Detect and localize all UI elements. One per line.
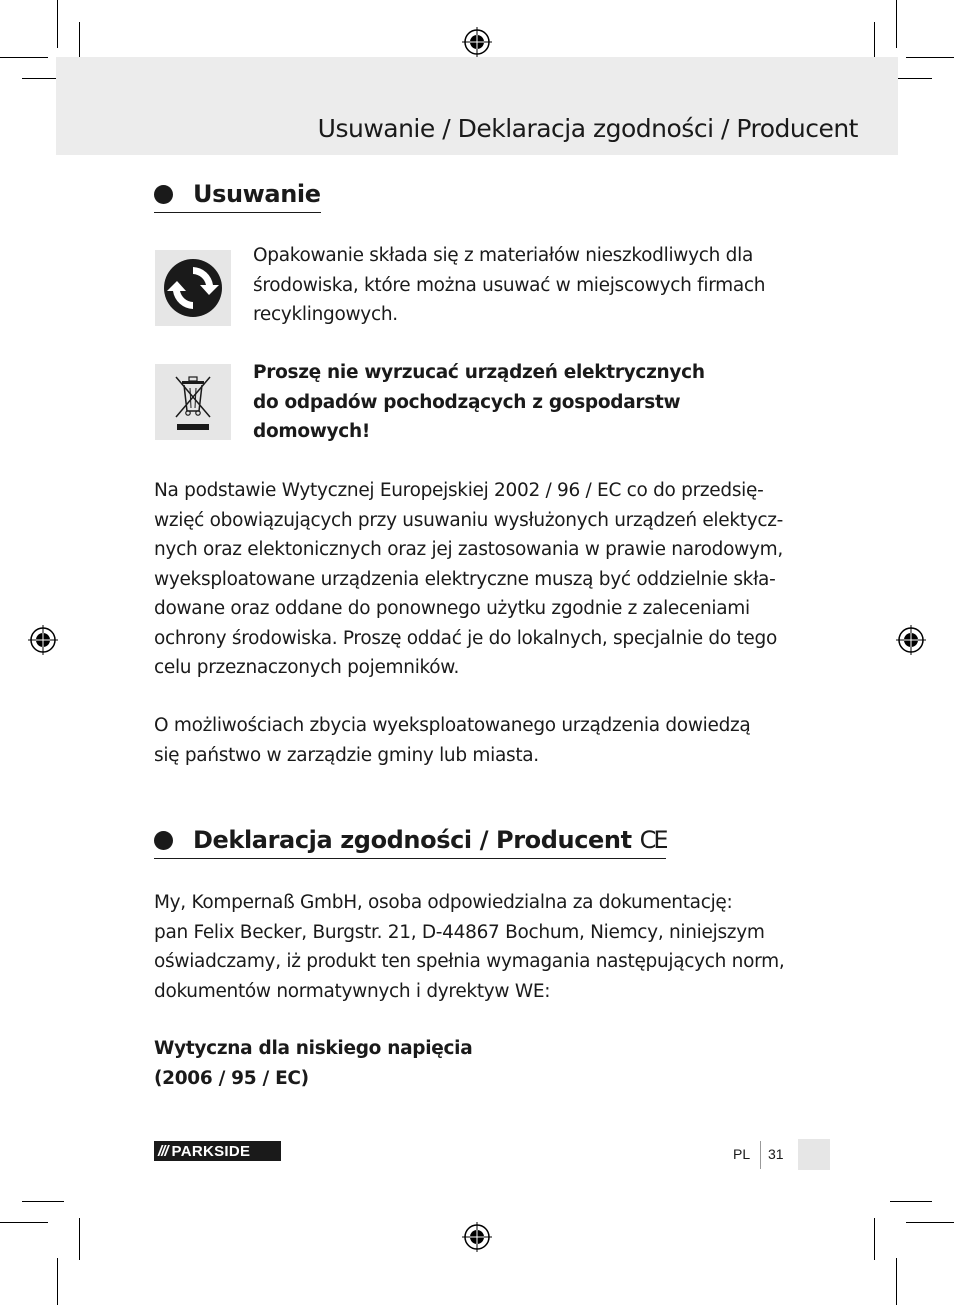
crop-mark xyxy=(57,0,58,48)
crop-mark xyxy=(896,0,897,48)
crop-mark xyxy=(57,1258,58,1305)
crop-mark xyxy=(874,1218,875,1260)
crop-mark xyxy=(890,1201,932,1202)
ce-mark-icon: CE xyxy=(639,826,666,854)
bullet-icon xyxy=(154,185,173,204)
warning-text: Proszę nie wyrzucać urządzeń elektrycznych do odpadów pochodzących z gospodarstw domowych! xyxy=(253,362,705,442)
registration-mark-icon xyxy=(28,625,58,655)
page-number: 31 xyxy=(768,1146,784,1162)
crossed-bin-weee-icon xyxy=(155,364,231,440)
section-title: Deklaracja zgodności / Producent CE xyxy=(193,826,666,854)
crop-mark xyxy=(0,57,48,58)
bullet-icon xyxy=(154,831,173,850)
info-paragraph: O możliwościach zbycia wyeksploatowanego urządzenia dowiedzą się państwo w zarządzie gminy lub miasta. xyxy=(154,715,751,766)
crop-mark xyxy=(896,1258,897,1305)
registration-mark-icon xyxy=(896,625,926,655)
crop-mark xyxy=(79,1218,80,1260)
registration-mark-icon xyxy=(462,27,492,57)
section-title: Usuwanie xyxy=(193,180,321,208)
parkside-logo: /// PARKSIDE xyxy=(154,1141,281,1161)
footer-divider xyxy=(760,1141,761,1169)
section-heading-disposal xyxy=(154,180,321,213)
green-dot-recycling-icon xyxy=(155,250,231,326)
crop-mark xyxy=(906,1222,954,1223)
registration-mark-icon xyxy=(462,1222,492,1252)
directive-paragraph: Na podstawie Wytycznej Europejskiej 2002 / 96 / EC co do przedsię- wzięć obowiązujących przy usuwaniu wysłużonych urządzeń elektycz- nych oraz elektonicznych oraz jej zastosowania w prawie narodowym, wyeksploatowane urządzenia elektryczne muszą być oddzielnie skła- dowane oraz oddane do ponownego użytku zgodnie z zaleceniami ochrony środowiska. Proszę oddać je do lokalnych, specjalnie do tego celu przeznaczonych pojemników. xyxy=(154,480,784,678)
language-code: PL xyxy=(733,1146,751,1162)
packaging-text: Opakowanie składa się z materiałów nieszkodliwych dla środowiska, które można usuwać w miejscowych firmach recyklingowych. xyxy=(253,245,766,325)
crop-mark xyxy=(22,1201,64,1202)
page-title: Usuwanie / Deklaracja zgodności / Producent xyxy=(317,114,858,143)
crop-mark xyxy=(906,57,954,58)
crop-mark xyxy=(0,1222,48,1223)
section-heading-conformity xyxy=(154,826,666,859)
low-voltage-directive-title: Wytyczna dla niskiego napięcia (2006 / 95 / EC) xyxy=(154,1038,473,1089)
recycling-arrows-icon xyxy=(162,257,224,319)
page-tab-box xyxy=(798,1139,830,1170)
declaration-paragraph: My, Kompernaß GmbH, osoba odpowiedzialna za dokumentację: pan Felix Becker, Burgstr. 21, D-44867 Bochum, Niemcy, niniejszym oświadczamy, iż produkt ten spełnia wymagania następujących norm, dokumentów normatywnych i dyrektyw WE: xyxy=(154,892,785,1002)
